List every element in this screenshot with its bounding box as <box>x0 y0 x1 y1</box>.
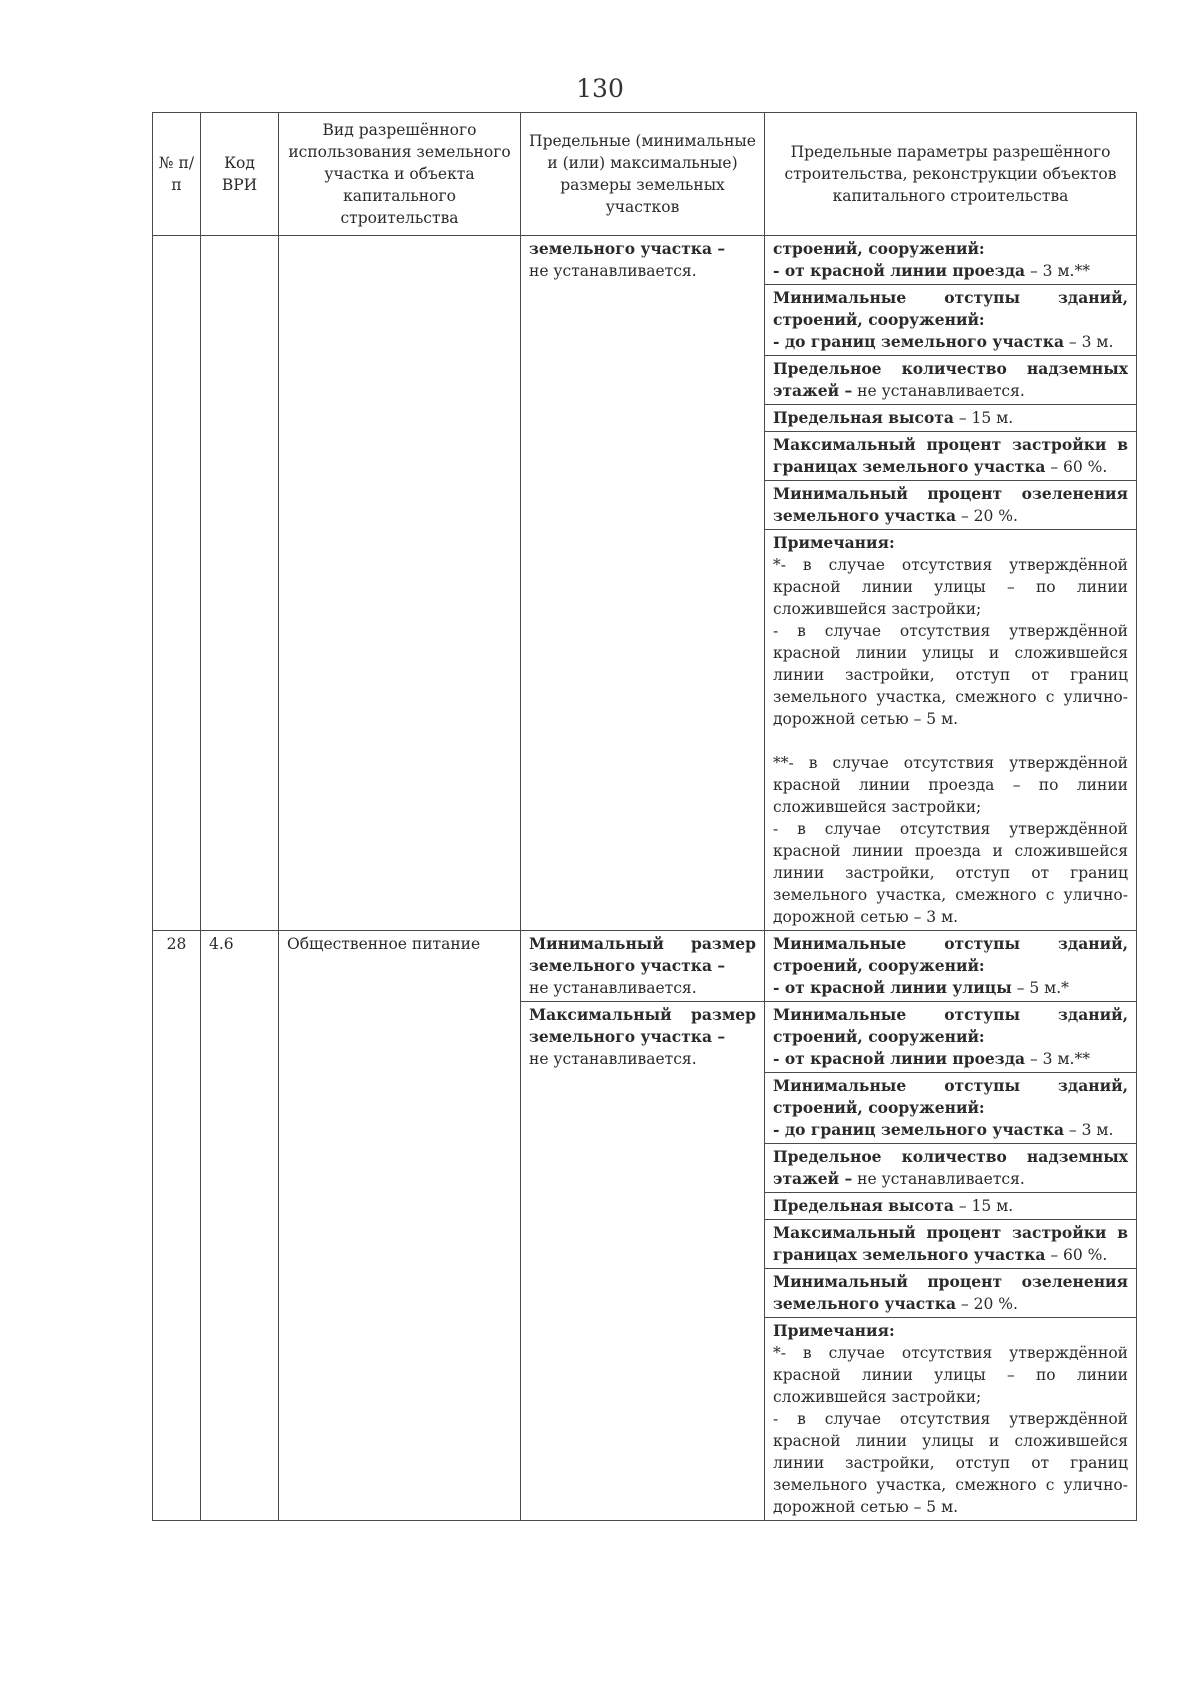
param-sublabel: - от красной линии проезда <box>773 261 1026 280</box>
header-row <box>153 113 1137 236</box>
note-text: **- в случае отсутствия утверждённой красной линии проезда – по линии сложившейся застройки; <box>773 754 1128 816</box>
param-label: Минимальные отступы зданий, строений, сооружений: <box>773 934 1128 975</box>
plot-size-value: не устанавливается. <box>529 262 697 280</box>
param-label: Предельная высота <box>773 1196 954 1215</box>
param-value: не устанавливается. <box>852 1170 1025 1188</box>
plot-size-value: не устанавливается. <box>529 1050 697 1068</box>
plot-size-label: Максимальный размер земельного участка – <box>529 1005 756 1046</box>
param-sublabel: - до границ земельного участка <box>773 332 1064 351</box>
param-setback-driveway <box>765 1001 1136 1072</box>
param-label: Минимальные отступы зданий, строений, сооружений: <box>773 288 1128 329</box>
plot-size-value: не устанавливается. <box>529 979 697 997</box>
header-use-type: Вид разрешённого использования земельного участка и объекта капитального строительства <box>279 113 521 236</box>
notes-title: Примечания: <box>773 1321 895 1340</box>
param-height <box>765 404 1136 431</box>
row-num: 28 <box>153 931 201 1521</box>
param-value: – 3 м.** <box>1025 1050 1090 1068</box>
param-value: – 20 %. <box>956 507 1018 525</box>
header-code: Код ВРИ <box>201 113 279 236</box>
param-value: – 5 м.* <box>1011 979 1069 997</box>
param-setback-boundary <box>765 284 1136 355</box>
row-use-type <box>279 236 521 931</box>
param-value: – 20 %. <box>956 1295 1018 1313</box>
row-code <box>201 236 279 931</box>
param-value: – 15 м. <box>953 1197 1014 1215</box>
zoning-table <box>152 112 1137 1521</box>
param-value: – 60 %. <box>1045 458 1108 476</box>
param-value: не устанавливается. <box>852 382 1025 400</box>
param-label: Минимальные отступы зданий, строений, сооружений: <box>773 1076 1128 1117</box>
note-text: - в случае отсутствия утверждённой красной линии улицы и сложившейся линии застройки, отступ от границ земельного участка, смежного с улично-дорожной сетью – 5 м. <box>773 1410 1128 1516</box>
plot-size-label: земельного участка – <box>529 239 726 258</box>
param-value: – 60 %. <box>1045 1246 1108 1264</box>
param-floors <box>765 355 1136 404</box>
row-plot-size <box>521 236 765 931</box>
param-sublabel: - от красной линии улицы <box>773 978 1012 997</box>
row-code: 4.6 <box>201 931 279 1521</box>
param-greening <box>765 480 1136 529</box>
param-coverage <box>765 1219 1136 1268</box>
param-notes <box>765 529 1136 930</box>
row-plot-size <box>521 931 765 1521</box>
header-plot-size: Предельные (минимальные и (или) максимальные) размеры земельных участков <box>521 113 765 236</box>
row-use-type: Общественное питание <box>279 931 521 1521</box>
param-notes <box>765 1317 1136 1520</box>
param-coverage <box>765 431 1136 480</box>
param-label: Предельное количество надземных этажей – <box>773 1147 1128 1188</box>
param-sublabel: - от красной линии проезда <box>773 1049 1026 1068</box>
plot-size-max <box>521 1001 764 1072</box>
param-label: Минимальный процент озеленения земельного участка <box>773 1272 1128 1313</box>
param-floors <box>765 1143 1136 1192</box>
param-sublabel: - до границ земельного участка <box>773 1120 1064 1139</box>
param-greening <box>765 1268 1136 1317</box>
header-params: Предельные параметры разрешённого строительства, реконструкции объектов капитального строительства <box>765 113 1137 236</box>
param-label: Максимальный процент застройки в границах земельного участка <box>773 435 1128 476</box>
row-params <box>765 931 1137 1521</box>
param-value: – 3 м. <box>1064 333 1114 351</box>
param-setback-driveway <box>765 236 1136 284</box>
notes-title: Примечания: <box>773 533 895 552</box>
note-text: *- в случае отсутствия утверждённой красной линии улицы – по линии сложившейся застройки; <box>773 1344 1128 1406</box>
header-num: № п/п <box>153 113 201 236</box>
plot-size-label: Минимальный размер земельного участка – <box>529 934 756 975</box>
param-setback-street <box>765 931 1136 1001</box>
row-num <box>153 236 201 931</box>
param-value: – 15 м. <box>953 409 1014 427</box>
param-label: Предельное количество надземных этажей – <box>773 359 1128 400</box>
param-label: строений, сооружений: <box>773 239 985 258</box>
param-height <box>765 1192 1136 1219</box>
param-label: Минимальные отступы зданий, строений, сооружений: <box>773 1005 1128 1046</box>
note-text: *- в случае отсутствия утверждённой красной линии улицы – по линии сложившейся застройки; <box>773 556 1128 618</box>
param-label: Предельная высота <box>773 408 954 427</box>
page-number: 130 <box>576 74 624 103</box>
param-setback-boundary <box>765 1072 1136 1143</box>
plot-size-min <box>521 931 764 1001</box>
note-text: - в случае отсутствия утверждённой красной линии улицы и сложившейся линии застройки, отступ от границ земельного участка, смежного с улично-дорожной сетью – 5 м. <box>773 622 1128 728</box>
param-label: Минимальный процент озеленения земельного участка <box>773 484 1128 525</box>
note-text: - в случае отсутствия утверждённой красной линии проезда и сложившейся линии застройки, отступ от границ земельного участка, смежного с улично-дорожной сетью – 3 м. <box>773 820 1128 926</box>
param-value: – 3 м.** <box>1025 262 1090 280</box>
param-label: Максимальный процент застройки в границах земельного участка <box>773 1223 1128 1264</box>
table-row <box>153 931 1137 1521</box>
table-row <box>153 236 1137 931</box>
row-params <box>765 236 1137 931</box>
param-value: – 3 м. <box>1064 1121 1114 1139</box>
